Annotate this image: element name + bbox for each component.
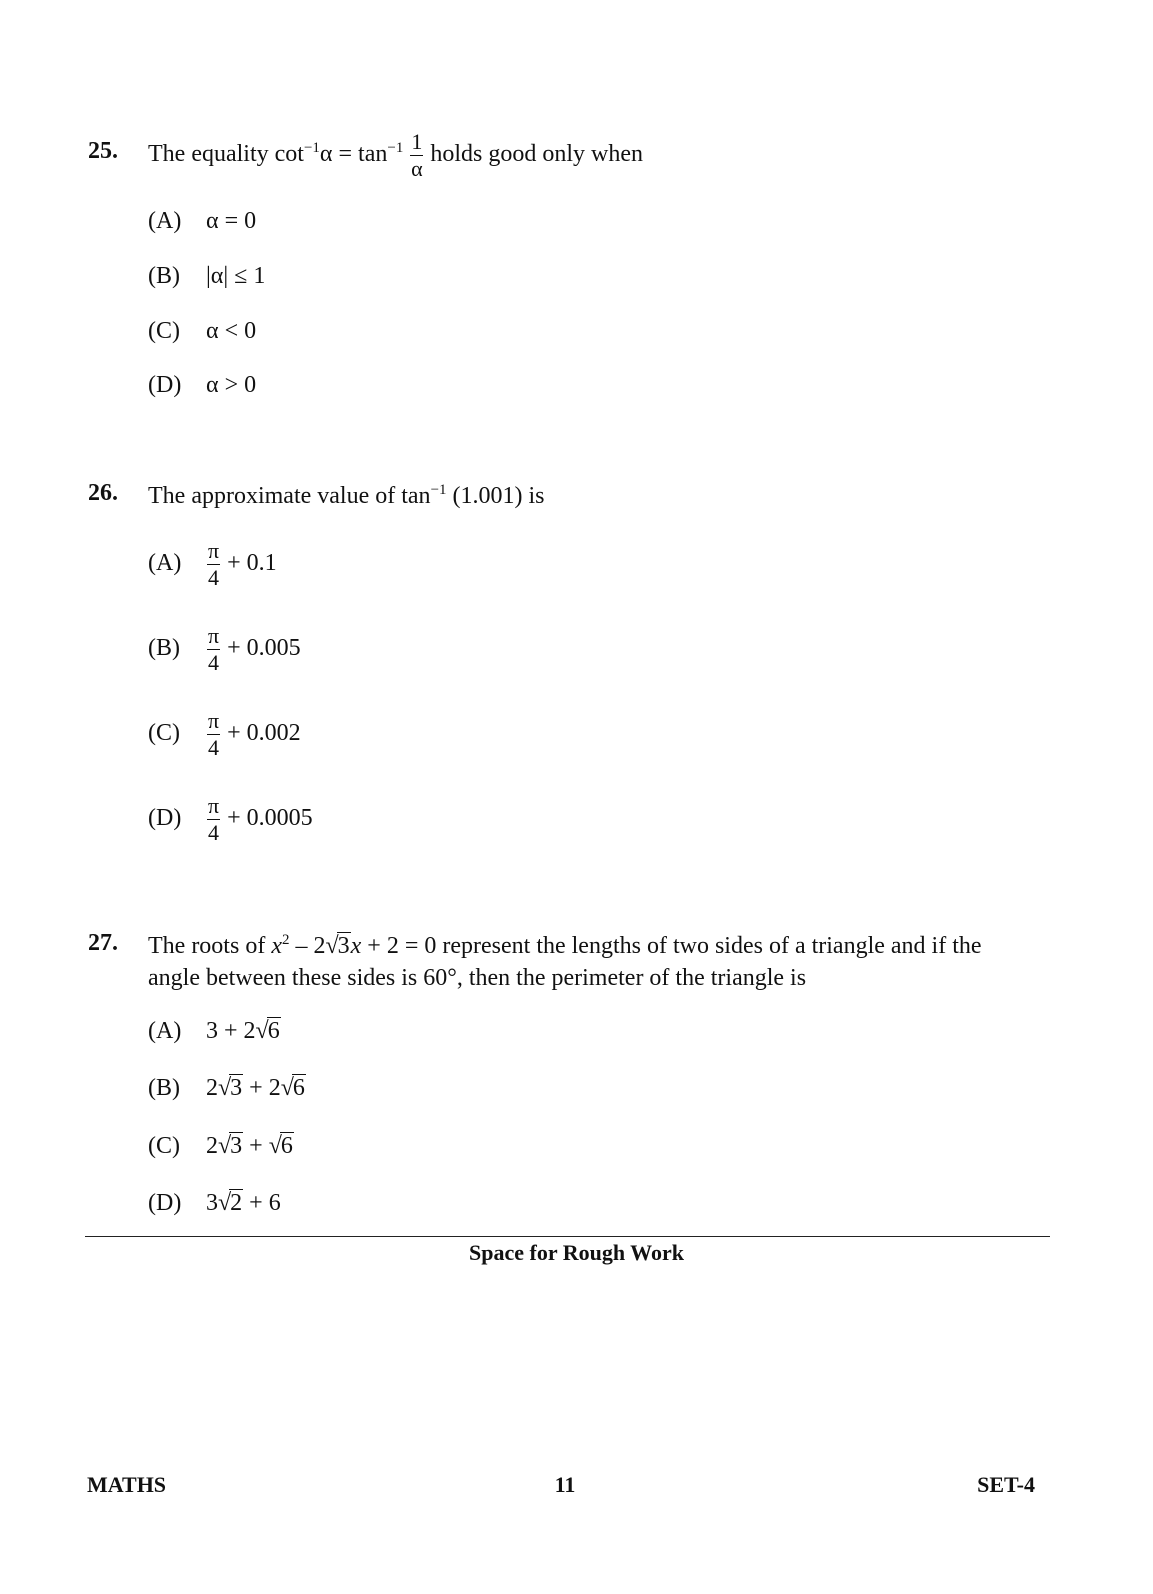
option-c[interactable]: (C) $\frac{\pi}{4}$ + 0.002 [148,708,301,760]
question-number: 26. [88,480,118,506]
option-a[interactable]: (A) α = 0 [148,208,257,234]
option-d[interactable]: (D) 3√2 + 6 [148,1190,281,1216]
option-c[interactable]: (C) 2√3 + √6 [148,1133,293,1159]
pi-over-4-fraction: $\frac{\pi}{4}$ [208,538,220,590]
footer-subject: MATHS [87,1472,167,1497]
option-a[interactable]: (A) 3 + 2√6 [148,1018,280,1044]
square-root: √3 [218,1133,243,1159]
question-number: 25. [88,138,118,164]
pi-over-4-fraction: $\frac{\pi}{4}$ [208,708,220,760]
question-stem: The approximate value of $\tan^{-1} (1.001)$ is [148,482,545,509]
square-root: √6 [268,1133,293,1159]
option-d[interactable]: (D) α > 0 [148,372,257,398]
divider [85,1236,1050,1237]
footer-page-number: 11 [554,1472,576,1497]
question-stem: The equality $\cot^{-1}\alpha = \tan^{-1}$ $\frac{1}{\alpha}$ holds good only when [148,128,643,181]
square-root: √6 [280,1075,305,1101]
square-root: √6 [255,1018,280,1044]
square-root: √2 [218,1190,243,1216]
square-root: √3 [325,933,350,959]
fraction: $\frac{1}{\alpha}$ [411,128,423,181]
option-c[interactable]: (C) α < 0 [148,318,257,344]
option-a[interactable]: (A) $\frac{\pi}{4}$ + 0.1 [148,538,277,590]
pi-over-4-fraction: $\frac{\pi}{4}$ [208,793,220,845]
option-b[interactable]: (B) |α| ≤ 1 [148,263,266,289]
footer-set: SET-4 [977,1472,1035,1497]
question-stem: The roots of $x^2 - 2√3x + 2 = 0$ represent the lengths of two sides of a triangle and if the angle between these sides is 60°, then the perimeter of the triangle is [148,932,982,991]
option-d[interactable]: (D) $\frac{\pi}{4}$ + 0.0005 [148,793,313,845]
option-b[interactable]: (B) $\frac{\pi}{4}$ + 0.005 [148,623,301,675]
option-b[interactable]: (B) 2√3 + 2√6 [148,1075,305,1101]
pi-over-4-fraction: $\frac{\pi}{4}$ [208,623,220,675]
rough-work-heading: Space for Rough Work [469,1240,684,1265]
square-root: √3 [218,1075,243,1101]
question-number: 27. [88,930,118,956]
